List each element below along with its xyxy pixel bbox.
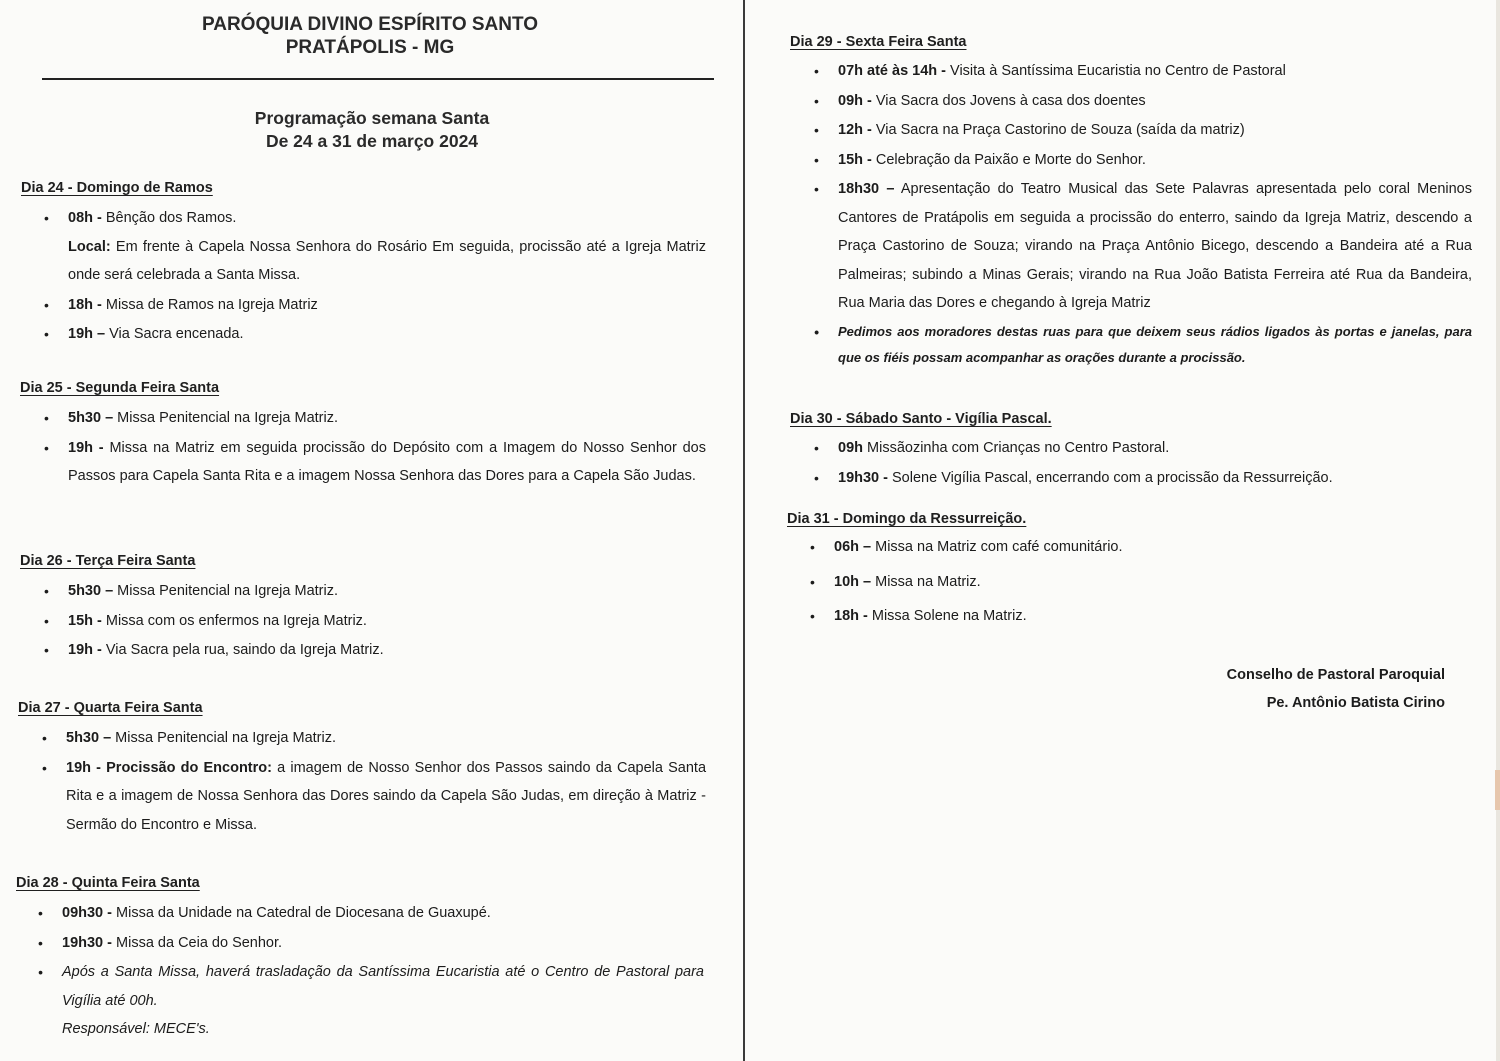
day-list-25 (44, 404, 706, 492)
item-text: Missa de Ramos na Igreja Matriz (101, 296, 318, 313)
list-item (814, 464, 1472, 493)
list-item (44, 204, 706, 290)
item-text: Via Sacra dos Jovens à casa dos doentes (871, 92, 1146, 109)
item-text: Via Sacra na Praça Castorino de Souza (saída da matriz) (871, 122, 1245, 138)
item-text: Bênção dos Ramos. (101, 210, 237, 226)
item-time: 07h até às 14h - (838, 63, 946, 79)
item-extra: Em frente à Capela Nossa Senhora do Rosário Em seguida, procissão até a Igreja Matriz onde será celebrada a Santa Missa. (68, 238, 706, 283)
day-heading-27: Dia 27 - Quarta Feira Santa (18, 700, 203, 716)
list-item (814, 434, 1472, 463)
item-time: 12h - (838, 122, 872, 138)
item-time: 09h30 - (62, 905, 112, 921)
item-time: 18h - (68, 296, 102, 313)
item-time: 5h30 – (68, 583, 114, 599)
item-time: 5h30 – (66, 730, 112, 746)
item-text: Missa Solene na Matriz. (867, 608, 1027, 624)
item-time: 19h30 - (62, 934, 112, 951)
day-heading-24: Dia 24 - Domingo de Ramos (21, 180, 213, 196)
item-text: Missa na Matriz. (871, 573, 981, 590)
program-title (14, 107, 730, 153)
day-list-26 (44, 577, 706, 666)
signature (1227, 661, 1445, 717)
list-item (44, 320, 706, 349)
item-text: Após a Santa Missa, haverá trasladação da Santíssima Eucaristia até o Centro de Pastoral para Vigília até 00h. (62, 964, 704, 1009)
list-item (810, 602, 1470, 631)
item-time: 09h - (838, 92, 872, 109)
list-item (38, 958, 704, 1044)
header-rule (42, 78, 714, 80)
edge-mark (1495, 770, 1500, 810)
list-item (38, 929, 704, 958)
column-divider (743, 0, 745, 1061)
document-header (14, 13, 726, 59)
item-text: Missa na Matriz com café comunitário. (871, 539, 1123, 555)
item-time: 5h30 – (68, 410, 114, 426)
item-text: Missa na Matriz em seguida procissão do Depósito com a Imagem do Nosso Senhor dos Passos para Capela Santa Rita e a imagem Nossa Senhora das Dores para a Capela São Judas. (68, 439, 706, 484)
item-text: Missa Penitencial na Igreja Matriz. (113, 583, 338, 599)
item-time: 18h30 – (838, 181, 895, 197)
day-heading-26: Dia 26 - Terça Feira Santa (20, 553, 196, 569)
day-heading-31: Dia 31 - Domingo da Ressurreição. (787, 511, 1027, 527)
item-text: Pedimos aos moradores destas ruas para que deixem seus rádios ligados às portas e janelas, para que os fiéis possam acompanhar as orações durante a procissão. (838, 323, 1472, 365)
list-item (814, 57, 1472, 86)
list-item (38, 899, 704, 928)
item-text: Visita à Santíssima Eucaristia no Centro de Pastoral (946, 63, 1286, 79)
day-heading-28: Dia 28 - Quinta Feira Santa (16, 875, 200, 891)
item-time: 18h - (834, 608, 868, 624)
program-dates: De 24 a 31 de março 2024 (265, 131, 479, 151)
day-list-31 (810, 533, 1470, 632)
item-text: Solene Vigília Pascal, encerrando com a procissão da Ressurreição. (887, 469, 1333, 486)
signature-council: Conselho de Pastoral Paroquial (1226, 667, 1445, 683)
item-text: Missa Penitencial na Igreja Matriz. (111, 730, 336, 746)
list-item (814, 146, 1472, 175)
item-time: 19h - (68, 439, 104, 456)
item-time: 19h - (68, 642, 102, 658)
day-list-24 (44, 204, 706, 350)
item-time: 09h (838, 440, 863, 456)
list-item (42, 724, 706, 753)
list-item (810, 568, 1470, 597)
item-text: a imagem de Nosso Senhor dos Passos saindo da Capela Santa Rita e a imagem de Nossa Senhora das Dores saindo da Capela São Judas, em direção à Matriz - Sermão do Encontro e Missa. (66, 759, 707, 833)
item-time: 19h30 - (838, 469, 888, 486)
day-list-30 (814, 434, 1472, 493)
item-text: Celebração da Paixão e Morte do Senhor. (871, 151, 1146, 168)
item-time: 15h - (838, 151, 872, 168)
item-text: Missa da Unidade na Catedral de Diocesana de Guaxupé. (111, 905, 491, 921)
list-item (814, 319, 1472, 371)
day-list-29 (814, 57, 1472, 372)
list-item (42, 754, 706, 840)
day-list-27 (42, 724, 706, 840)
signature-priest: Pe. Antônio Batista Cirino (1266, 695, 1445, 711)
item-time: 19h - Procissão do Encontro: (66, 759, 272, 776)
list-item (44, 577, 706, 606)
parish-name: PARÓQUIA DIVINO ESPÍRITO SANTO (201, 14, 539, 35)
list-item (810, 533, 1470, 562)
list-item (44, 291, 706, 320)
item-time: 19h – (68, 326, 106, 342)
item-time: 15h - (68, 612, 102, 629)
item-text: Apresentação do Teatro Musical das Sete Palavras apresentada pelo coral Meninos Cantores de Pratápolis em seguida a procissão do enterro, saindo da Igreja Matriz, descendo a Praça Castorino de Souza; virando na Praça Antônio Bicego, descendo a Bandeira até a Rua Palmeiras; subindo a Minas Gerais; virando na Rua João Batista Ferreira até Rua da Bandeira, Rua Maria das Dores e chegando à Igreja Matriz (838, 181, 1472, 311)
list-item (44, 434, 706, 491)
day-heading-25: Dia 25 - Segunda Feira Santa (20, 380, 220, 396)
item-text: Via Sacra pela rua, saindo da Igreja Matriz. (101, 642, 384, 658)
item-text: Missãozinha com Crianças no Centro Pastoral. (863, 440, 1170, 456)
item-text: Via Sacra encenada. (105, 326, 244, 342)
item-extra: Responsável: MECE's. (62, 1021, 210, 1037)
page-edge (1496, 0, 1500, 1061)
item-extra-label: Local: (68, 238, 111, 255)
item-time: 10h – (834, 573, 872, 590)
item-text: Missa da Ceia do Senhor. (111, 934, 283, 951)
list-item (44, 636, 706, 665)
list-item (44, 404, 706, 433)
program-title-text: Programação semana Santa (254, 108, 490, 128)
parish-city: PRATÁPOLIS - MG (285, 37, 455, 58)
day-heading-29: Dia 29 - Sexta Feira Santa (790, 34, 967, 50)
item-text: Missa Penitencial na Igreja Matriz. (113, 410, 338, 426)
day-list-28 (38, 899, 704, 1045)
list-item (814, 87, 1472, 116)
day-heading-30: Dia 30 - Sábado Santo - Vigília Pascal. (790, 411, 1052, 427)
item-time: 06h – (834, 539, 872, 555)
list-item (44, 607, 706, 636)
item-text: Missa com os enfermos na Igreja Matriz. (101, 612, 367, 629)
list-item (814, 116, 1472, 145)
list-item (814, 175, 1472, 318)
item-time: 08h - (68, 210, 102, 226)
